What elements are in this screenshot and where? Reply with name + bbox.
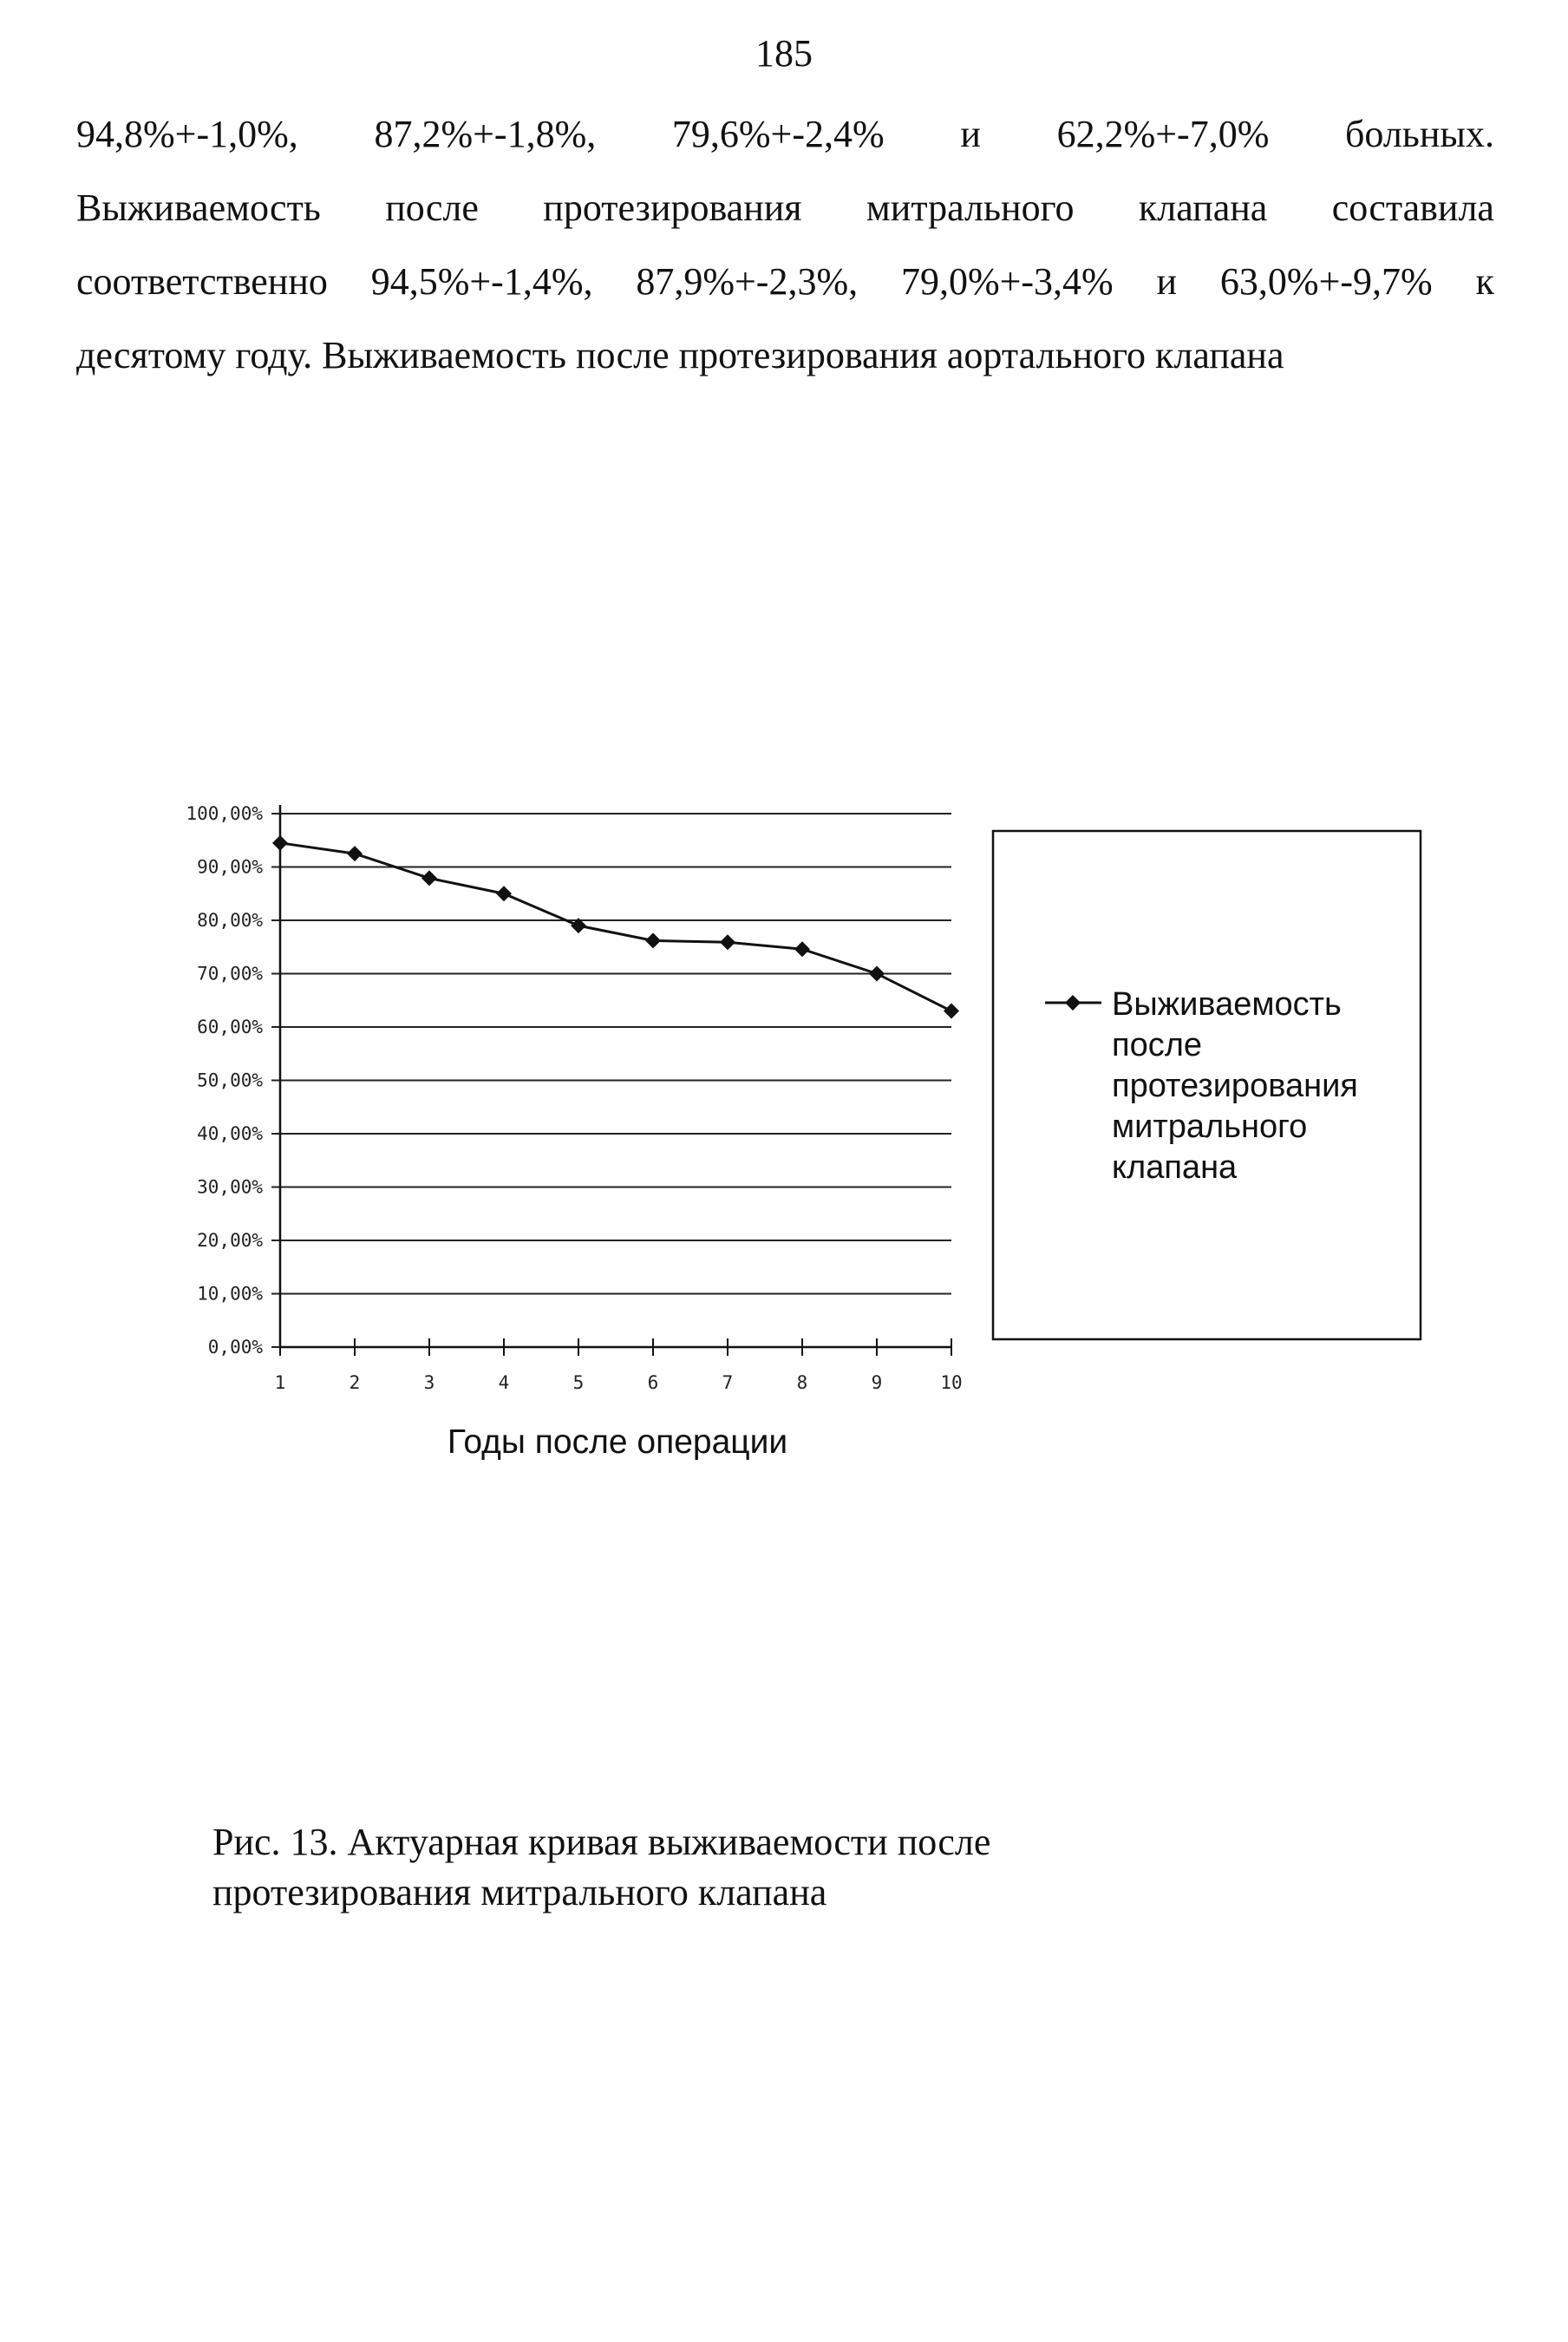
- y-tick-label: 60,00%: [197, 1017, 263, 1037]
- data-point: [720, 934, 735, 950]
- text-word: Выживаемость: [76, 186, 321, 229]
- text-word: 87,2%+-1,8%,: [374, 113, 597, 155]
- figure-caption: [212, 1817, 990, 1918]
- y-tick-label: 80,00%: [197, 910, 263, 931]
- data-point: [347, 846, 363, 861]
- x-tick-label: 5: [572, 1372, 585, 1393]
- text-word: 94,8%+-1,0%,: [76, 113, 298, 155]
- text-word: 63,0%+-9,7%: [1219, 260, 1433, 303]
- text-word: 62,2%+-7,0%: [1056, 113, 1270, 155]
- text-word: к: [1475, 260, 1494, 303]
- x-tick-label: 8: [796, 1372, 808, 1393]
- text-word: после: [385, 186, 479, 229]
- text-word: и: [960, 113, 981, 155]
- legend-label: митрального: [1112, 1109, 1308, 1145]
- caption-line: протезирования митрального клапана: [212, 1871, 827, 1914]
- legend-label: протезирования: [1112, 1068, 1358, 1104]
- data-point: [794, 941, 810, 957]
- page-number: 185: [755, 32, 813, 75]
- text-word: клапана: [1138, 186, 1268, 229]
- data-point: [272, 835, 288, 851]
- y-tick-label: 100,00%: [186, 803, 263, 824]
- legend-label: Выживаемость: [1112, 986, 1342, 1023]
- y-tick-label: 30,00%: [197, 1176, 263, 1198]
- x-axis-title: Годы после операции: [447, 1423, 788, 1461]
- x-tick-label: 7: [722, 1372, 734, 1393]
- y-tick-label: 40,00%: [197, 1123, 263, 1144]
- text-word: и: [1156, 260, 1178, 303]
- x-tick-label: 6: [647, 1372, 659, 1393]
- y-tick-label: 0,00%: [207, 1337, 263, 1357]
- text-word: соответственно: [76, 260, 328, 303]
- text-word: 94,5%+-1,4%,: [370, 260, 593, 303]
- text-word: митрального: [866, 186, 1075, 229]
- x-tick-label: 10: [940, 1372, 963, 1393]
- legend-label: клапана: [1112, 1149, 1238, 1186]
- text-word: составила: [1331, 186, 1494, 229]
- text-word: больных.: [1345, 113, 1494, 155]
- text-word: протезирования: [543, 186, 802, 229]
- x-tick-label: 3: [423, 1372, 435, 1393]
- y-tick-label: 90,00%: [197, 856, 263, 878]
- text-word: 79,6%+-2,4%: [671, 113, 885, 155]
- data-point: [645, 932, 661, 948]
- x-tick-label: 9: [871, 1372, 883, 1393]
- x-tick-label: 4: [498, 1372, 510, 1393]
- y-tick-label: 20,00%: [197, 1230, 263, 1251]
- data-point: [944, 1004, 959, 1019]
- legend-label: после: [1112, 1027, 1203, 1063]
- y-tick-label: 10,00%: [197, 1283, 263, 1305]
- x-tick-label: 1: [274, 1372, 286, 1393]
- data-point: [869, 966, 885, 982]
- data-point: [421, 870, 437, 886]
- text-word: 87,9%+-2,3%,: [636, 260, 859, 303]
- text-word: 79,0%+-3,4%: [900, 260, 1114, 303]
- y-tick-label: 70,00%: [197, 963, 263, 985]
- series-line: [280, 843, 951, 1011]
- caption-line: Рис. 13. Актуарная кривая выживаемости после: [212, 1821, 991, 1863]
- data-point: [496, 886, 512, 901]
- y-tick-label: 50,00%: [197, 1070, 263, 1091]
- text-word: десятому году. Выживаемость после протезирования аортального клапана: [76, 334, 1284, 376]
- x-tick-label: 2: [349, 1372, 361, 1393]
- legend-marker: [1065, 995, 1081, 1011]
